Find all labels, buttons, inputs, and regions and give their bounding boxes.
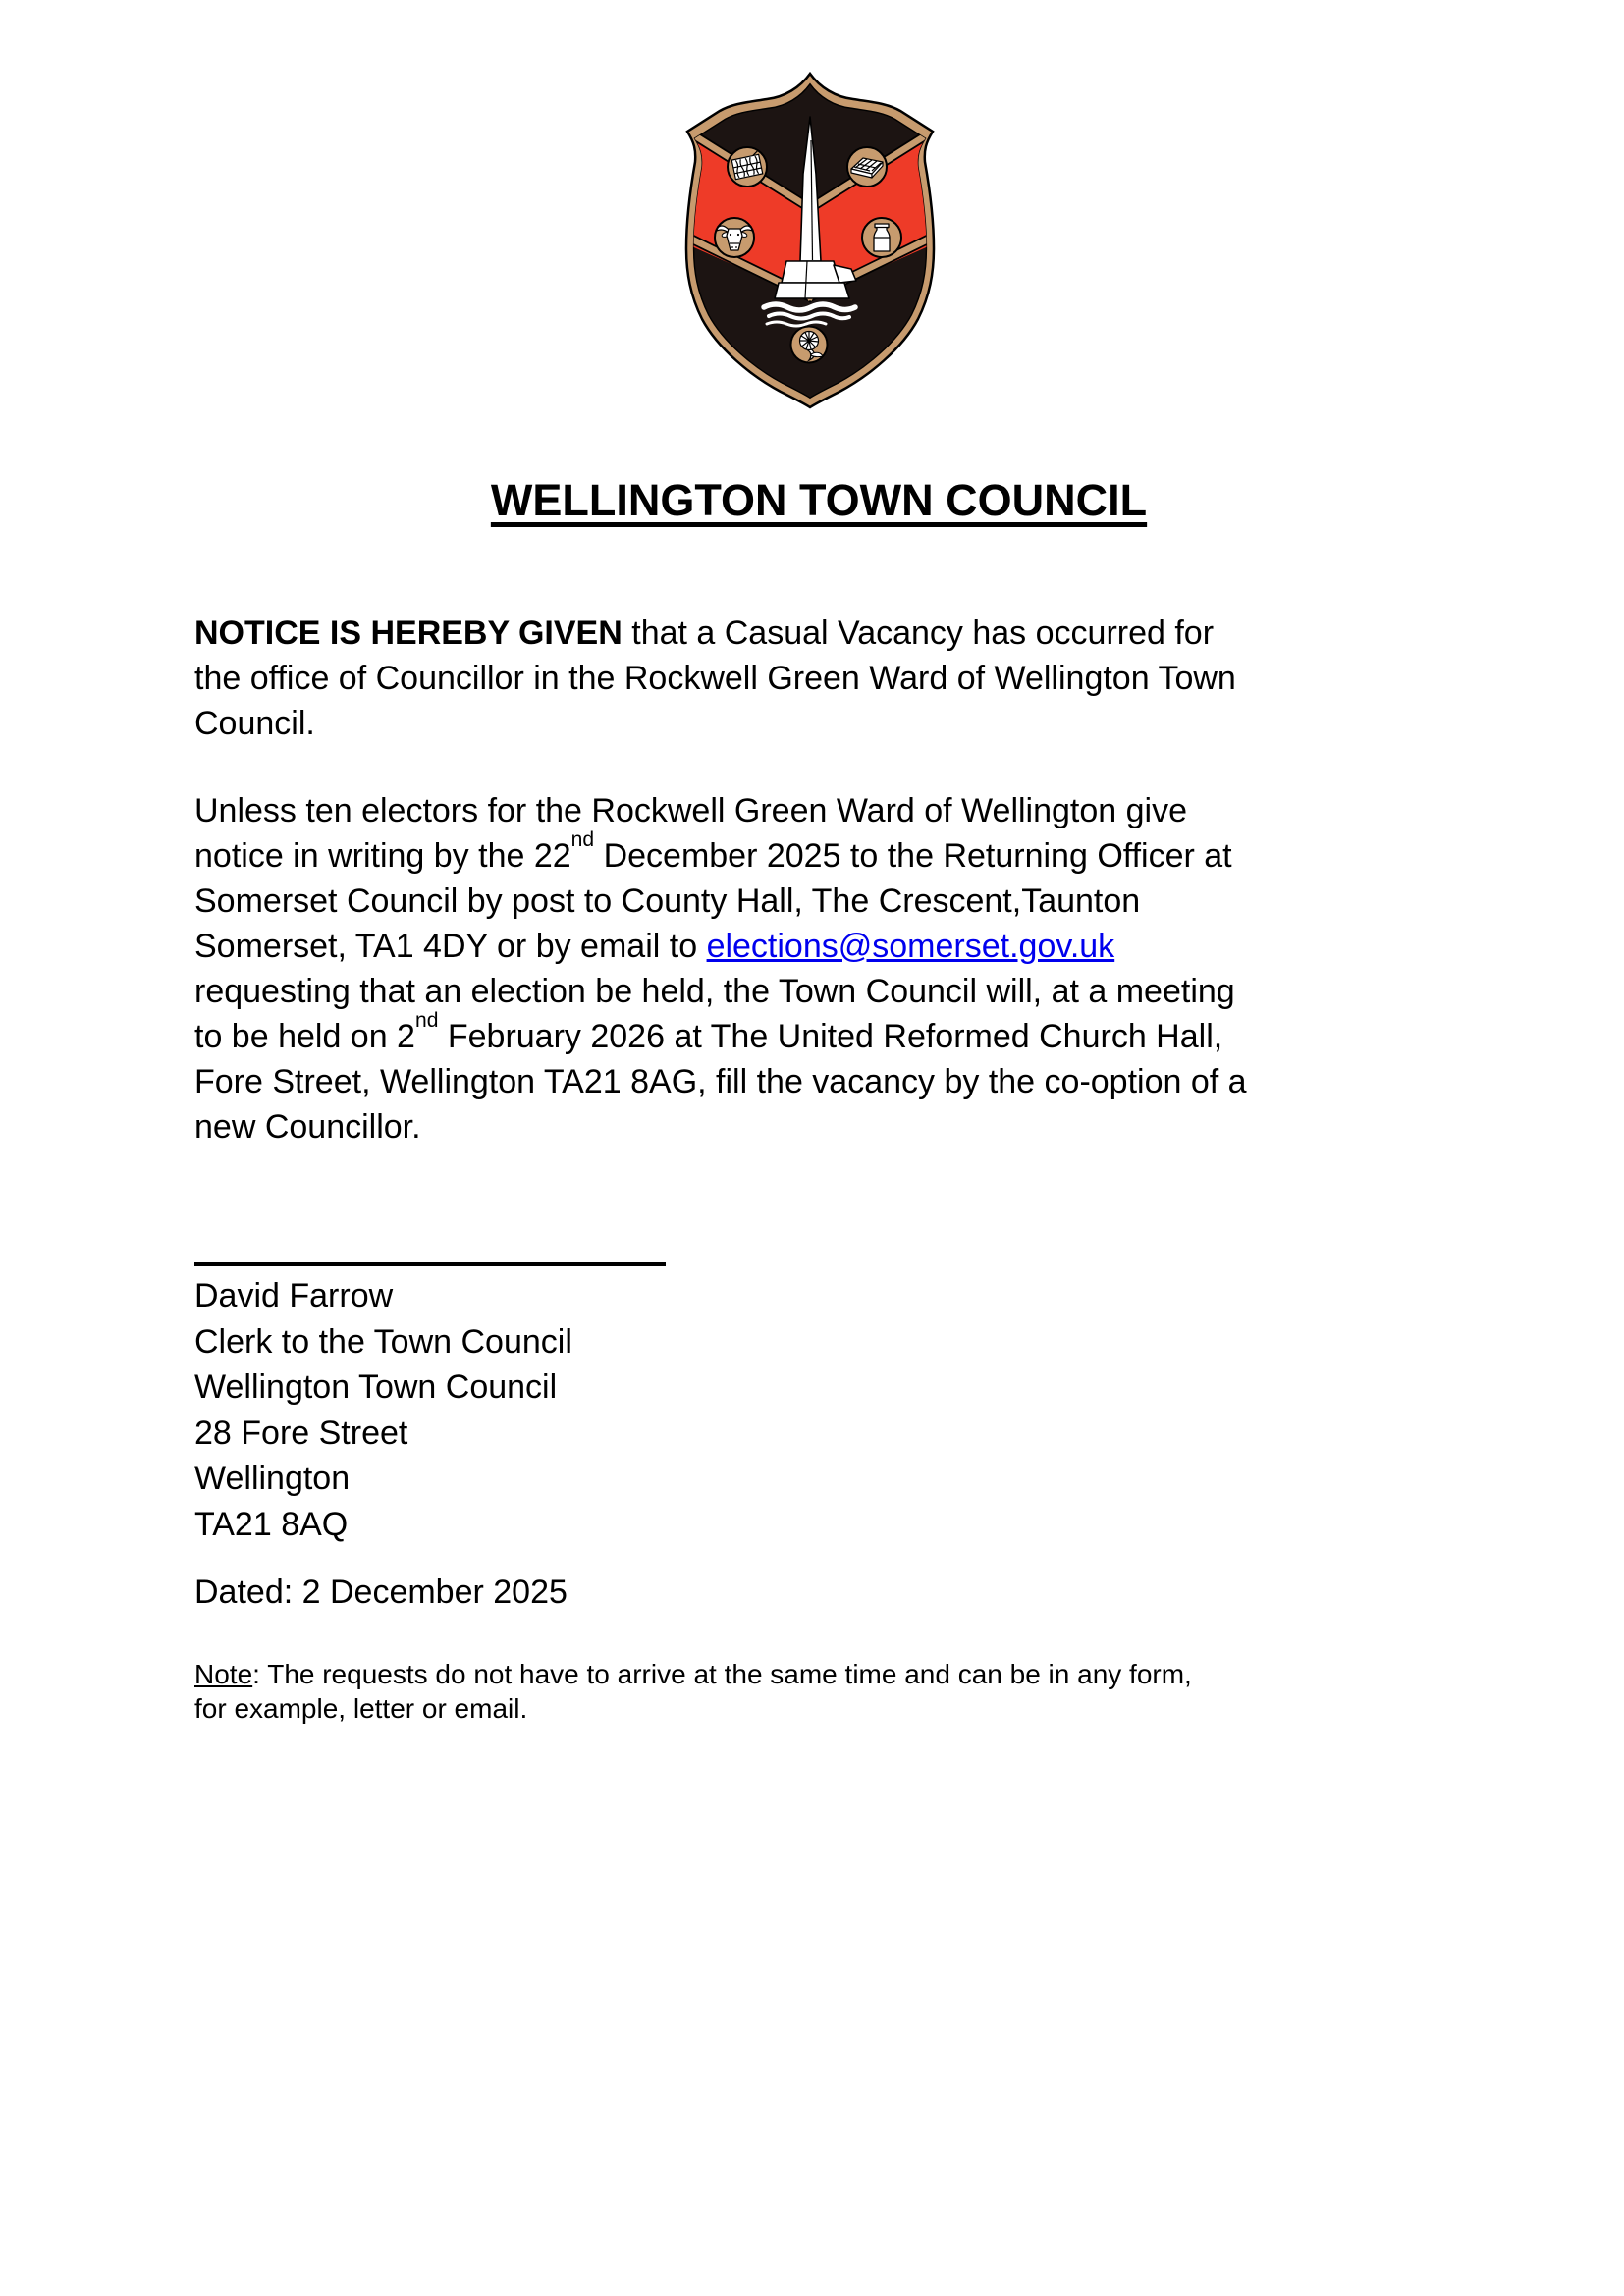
text-line: Council. [194,705,315,742]
town-council-crest [682,72,938,410]
text-line: Fore Street, Wellington TA21 8AG, fill the vacancy by the co-option of a [194,1063,1247,1100]
text-segment: Somerset, TA1 4DY or by email to [194,928,707,965]
text-line [194,1008,1247,1059]
note-paragraph [194,1657,1192,1726]
text-line: new Councillor. [194,1108,421,1146]
dated-line: Dated: 2 December 2025 [194,1574,568,1611]
text-segment: : The requests do not have to arrive at the same time and can be in any form, [252,1659,1192,1689]
signatory-org: Wellington Town Council [194,1368,558,1406]
text-line: Somerset Council by post to County Hall, The Crescent,Taunton [194,882,1141,920]
signatory-postcode: TA21 8AQ [194,1505,349,1543]
text-line: for example, letter or email. [194,1693,528,1724]
signatory-role: Clerk to the Town Council [194,1322,572,1361]
page-title: WELLINGTON TOWN COUNCIL [490,475,1148,526]
milk-churn-medallion [862,218,901,257]
text-segment: notice in writing by the 22 [194,837,571,875]
ox-head-medallion [715,218,754,257]
text-line [194,924,1247,969]
text-line [194,1657,1192,1691]
brick-slab-medallion [847,147,887,187]
text-line: the office of Councillor in the Rockwell Green Ward of Wellington Town [194,660,1236,697]
ordinal-superscript: nd [570,828,595,851]
ordinal-superscript: nd [414,1008,439,1032]
signature-line [194,1262,666,1266]
signatory-town: Wellington [194,1460,351,1497]
text-segment: to be held on 2 [194,1018,415,1055]
signatory-street: 28 Fore Street [194,1414,408,1452]
signature-block [194,1273,572,1547]
signatory-name: David Farrow [194,1277,394,1314]
flower-medallion [791,327,828,363]
email-link[interactable]: elections@somerset.gov.uk [706,928,1115,965]
text-segment: February 2026 at The United Reformed Church Hall, [438,1018,1223,1055]
notice-given-bold: NOTICE IS HEREBY GIVEN [194,614,623,652]
text-line: requesting that an election be held, the Town Council will, at a meeting [194,973,1235,1010]
text-line [194,611,1236,656]
notice-paragraph [194,611,1236,746]
text-line: Unless ten electors for the Rockwell Green Ward of Wellington give [194,792,1188,829]
election-paragraph [194,788,1247,1149]
note-label: Note [194,1659,253,1689]
text-segment: December 2025 to the Returning Officer at [594,837,1232,875]
woven-cloth-medallion [728,147,767,187]
text-segment: that a Casual Vacancy has occurred for [622,614,1215,652]
text-line [194,828,1247,879]
